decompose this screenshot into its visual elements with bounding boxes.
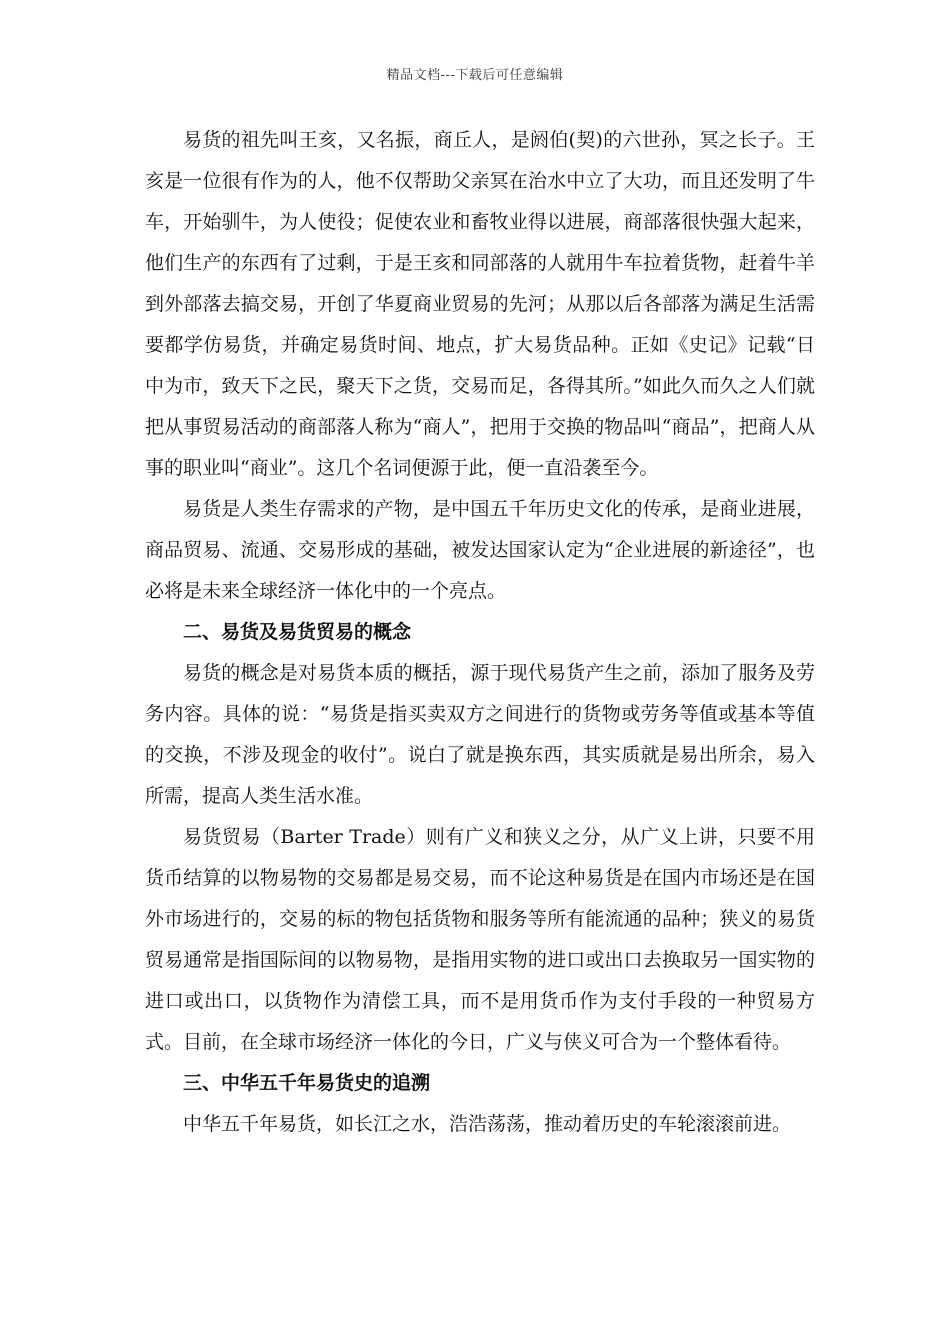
paragraph-concept: 易货的概念是对易货本质的概括，源于现代易货产生之前，添加了服务及劳务内容。具体的说：“易货是指买卖双方之间进行的货物或劳务等值或基本等值的交换，不涉及现金的收付”。说白了就是换东西，其实质就是易出所余，易入所需，提高人类生活水准。 <box>145 662 815 807</box>
paragraph-history: 中华五千年易货，如长江之水，浩浩荡荡，推动着历史的车轮滚滚前进。 <box>183 1113 792 1135</box>
paragraph-significance: 易货是人类生存需求的产物，是中国五千年历史文化的传承，是商业进展，商品贸易、流通、交易形成的基础，被发达国家认定为“企业进展的新途径”，也必将是未来全球经济一体化中的一个亮点。 <box>145 498 815 602</box>
page-header: 精品文档---下载后可任意编辑 <box>386 68 564 83</box>
document-body <box>145 120 815 1145</box>
section-heading-history: 三、中华五千年易货史的追溯 <box>183 1072 431 1094</box>
section-heading-concept: 二、易货及易货贸易的概念 <box>183 621 412 643</box>
paragraph-origin: 易货的祖先叫王亥，又名振，商丘人，是阏伯(契)的六世孙，冥之长子。王亥是一位很有作为的人，他不仅帮助父亲冥在治水中立了大功，而且还发明了牛车，开始驯牛，为人使役；促使农业和畜牧业得以进展，商部落很快强大起来，他们生产的东西有了过剩，于是王亥和同部落的人就用牛车拉着货物，赶着牛羊到外部落去搞交易，开创了华夏商业贸易的先河；从那以后各部落为满足生活需要都学仿易货，并确定易货时间、地点，扩大易货品种。正如《史记》记载“日中为市，致天下之民，聚天下之货，交易而足，各得其所。”如此久而久之人们就把从事贸易活动的商部落人称为“商人”，把用于交换的物品叫“商品”，把商人从事的职业叫“商业”。这几个名词便源于此，便一直沿袭至今。 <box>145 129 815 479</box>
paragraph-barter-trade: 易货贸易（Barter Trade）则有广义和狭义之分，从广义上讲，只要不用货币结算的以物易物的交易都是易交易，而不论这种易货是在国内市场还是在国外市场进行的，交易的标的物包括货物和服务等所有能流通的品种；狭义的易货贸易通常是指国际间的以物易物，是指用实物的进口或出口去换取另一国实物的进口或出口，以货物作为清偿工具，而不是用货币作为支付手段的一种贸易方式。目前，在全球市场经济一体化的今日，广义与侠义可合为一个整体看待。 <box>145 826 815 1053</box>
